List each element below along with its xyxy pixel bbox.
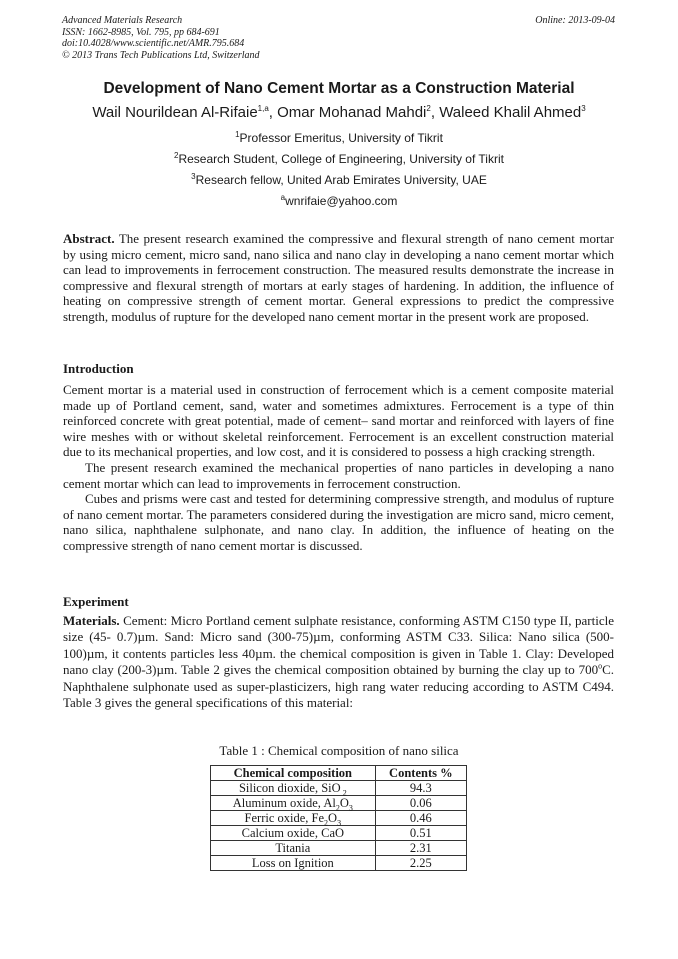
paragraph: The present research examined the mechanical properties of nano particles in developing a nano cement mortar which can lead to improvements in ferrocement construction.: [63, 459, 614, 491]
contents-cell: 94.3: [375, 781, 466, 796]
affiliation-text: Professor Emeritus, University of Tikrit: [239, 131, 443, 145]
composition-cell: [211, 796, 376, 811]
contents-cell: 0.46: [375, 811, 466, 826]
abstract-text: The present research examined the compressive and flexural strength of nano cement mortar by using micro cement, micro sand, nano silica and nano clay in developing a nano cement mortar which can lead to improvements in ferrocement construction. The measured results demonstrate the increase in compressive and flexural strength of mortars at early stages of hardening. In addition, the influence of heating on compressive strength of cement mortar. General expressions to predict the compressive strength, modulus of rupture for the developed nano cement mortar in the present work are proposed.: [63, 231, 614, 324]
section-heading-experiment: Experiment: [63, 594, 129, 609]
composition-text: Aluminum oxide, Al: [232, 796, 336, 810]
paper-title: Development of Nano Cement Mortar as a Construction Material: [103, 80, 575, 97]
journal-header: [62, 15, 260, 61]
subscript: 3: [337, 818, 342, 828]
composition-text: Ferric oxide, Fe: [244, 811, 325, 825]
composition-text: O: [339, 796, 349, 810]
subscript: 2: [340, 788, 347, 798]
subscript: 2: [335, 803, 340, 813]
table-row: [211, 856, 467, 871]
affiliation-sup: a: [280, 193, 286, 202]
experiment-body: [63, 613, 614, 711]
table-row: [211, 781, 467, 796]
author-name: Waleed Khalil Ahmed: [439, 104, 582, 121]
table-header-row: [211, 766, 467, 781]
table-row: [211, 796, 467, 811]
author-email: [0, 194, 678, 208]
subscript: 2: [324, 818, 329, 828]
affiliation: [0, 152, 678, 166]
table1-caption: Table 1 : Chemical composition of nano silica: [219, 743, 459, 758]
affiliation-sup: 1: [235, 130, 240, 139]
affiliation-text: Research Student, College of Engineering, University of Tikrit: [178, 152, 504, 166]
contents-cell: 2.31: [375, 841, 466, 856]
paragraph: Cement mortar is a material used in construction of ferrocement which is a cement composite material made up of Portland cement, sand, water and sometimes admixtures. Ferrocement is a type of thin reinforced concrete with great potential, made of cement– sand mortar and reinforced with layers of fine wire meshes with or without skeletal reinforcement. Ferrocement is an excellent construction material due to its mechanical properties, and low cost, and it is considered to possess a high cracking strength.: [63, 382, 614, 460]
materials-label: Materials.: [63, 613, 120, 628]
journal-issn: ISSN: 1662-8985, Vol. 795, pp 684-691: [62, 26, 220, 38]
contents-cell: 0.06: [375, 796, 466, 811]
contents-cell: 0.51: [375, 826, 466, 841]
composition-text: Calcium oxide, CaO: [241, 826, 345, 840]
composition-text: Titania: [275, 841, 311, 855]
affiliation: [0, 131, 678, 145]
abstract: [63, 231, 614, 325]
paragraph: Cubes and prisms were cast and tested for determining compressive strength, and modulus of rupture of nano cement mortar. The parameters considered during the investigation are micro sand, micro cement, nano silica, naphthalene sulphonate, and nano clay. In addition, the influence of heating on the compressive strength of nano cement mortar is discussed.: [63, 491, 614, 553]
composition-text: Loss on Ignition: [251, 856, 334, 870]
composition-cell: [211, 841, 376, 856]
affiliation-sup: 2: [174, 151, 179, 160]
materials-text: Cement: Micro Portland cement sulphate resistance, conforming ASTM C150 type II, particle size (45- 0.7)µm. Sand: Micro sand (300-75)µm, conforming ASTM C33. Silica: Nano silica (500-100)µm, it contents particles less 40µm. the chemical composition is given in Table 1. Clay: Developed nano clay (200-3)µm. Table 2 gives the chemical composition obtained by burning the clay up to 700: [63, 613, 614, 678]
introduction-body: [63, 382, 614, 554]
composition-cell: [211, 811, 376, 826]
table-row: [211, 826, 467, 841]
journal-name: Advanced Materials Research: [62, 15, 183, 26]
table1: [210, 765, 467, 871]
contents-cell: 2.25: [375, 856, 466, 871]
materials-text-cont: C. Naphthalene sulphonate used as super-plasticizers, high rang water reducing according to ASTM C494. Table 3 gives the general specifications of this material:: [63, 662, 614, 711]
column-header: Chemical composition: [211, 766, 376, 781]
table-row: [211, 811, 467, 826]
journal-doi: doi:10.4028/www.scientific.net/AMR.795.684: [62, 38, 245, 49]
section-heading-introduction: Introduction: [63, 361, 134, 376]
author-name: Omar Mohanad Mahdi: [277, 104, 427, 121]
journal-copyright: © 2013 Trans Tech Publications Ltd, Switzerland: [62, 49, 260, 61]
online-date: Online: 2013-09-04: [535, 15, 615, 26]
column-header: Contents %: [375, 766, 466, 781]
composition-text: O: [328, 811, 338, 825]
author-sup: 3: [581, 104, 586, 113]
affiliation-text: Research fellow, United Arab Emirates University, UAE: [195, 173, 487, 187]
author-name: Wail Nourildean Al-Rifaie: [92, 104, 258, 121]
email-text: wnrifaie@yahoo.com: [285, 194, 398, 208]
affiliation: [0, 173, 678, 187]
composition-cell: [211, 826, 376, 841]
author-sup: 1,a: [257, 104, 269, 113]
degree-sup: o: [598, 661, 603, 671]
author-list: Wail Nourildean Al-Rifaie$^{1,a}$, Omar Mohanad Mahdi$^2$, Waleed Khalil Ahmed$^3$: [92, 104, 586, 121]
author-sup: 2: [426, 104, 431, 113]
composition-cell: [211, 781, 376, 796]
composition-text: Silicon dioxide, SiO: [238, 781, 341, 795]
subscript: 3: [348, 803, 353, 813]
composition-cell: [211, 856, 376, 871]
table-row: [211, 841, 467, 856]
affiliation-sup: 3: [191, 172, 196, 181]
abstract-label: Abstract.: [63, 231, 115, 246]
